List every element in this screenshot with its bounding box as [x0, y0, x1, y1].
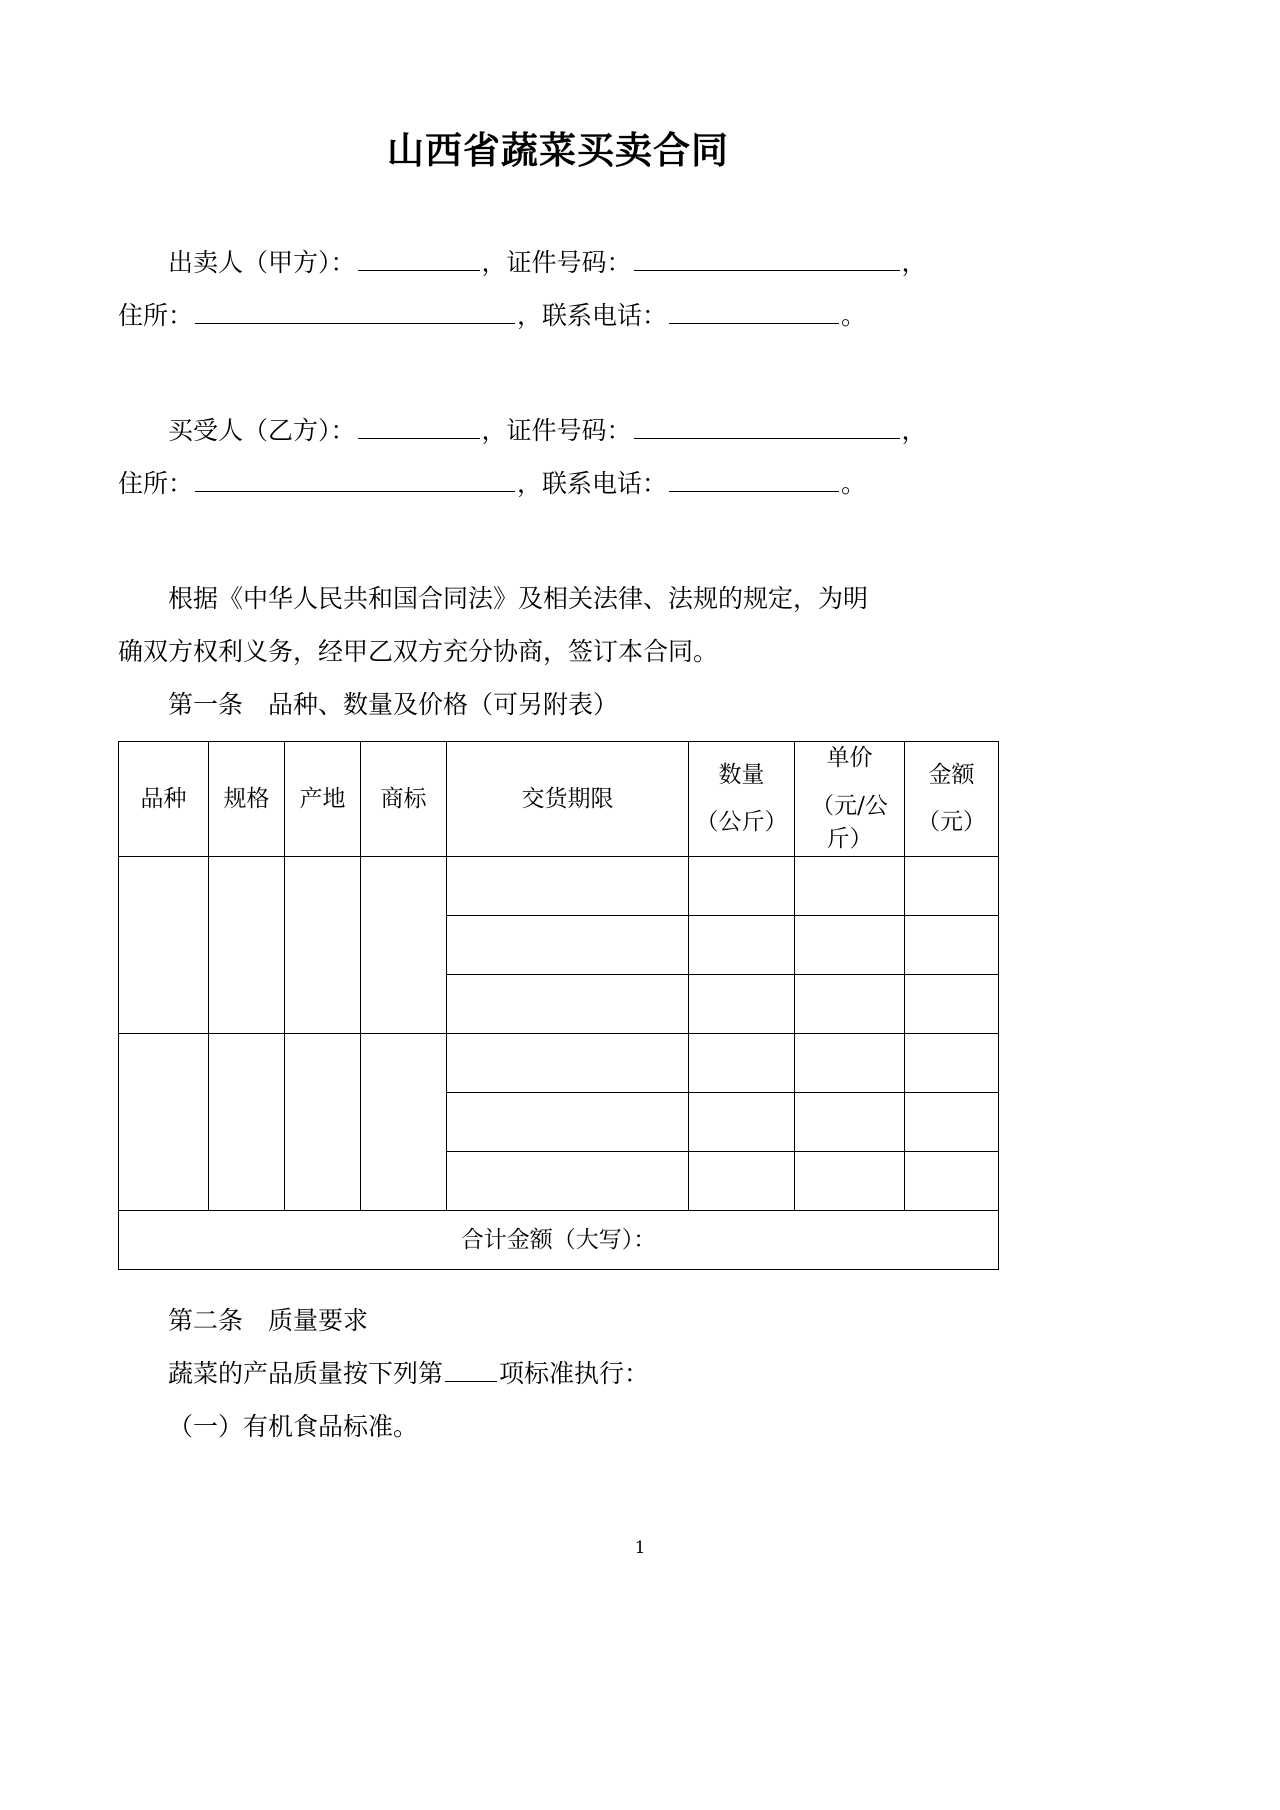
- header-origin: 产地: [285, 742, 361, 857]
- buyer-phone-input[interactable]: [669, 465, 839, 492]
- cell-quantity[interactable]: [689, 1034, 795, 1093]
- header-amount: [905, 742, 999, 857]
- cell-delivery-term[interactable]: [447, 1152, 689, 1211]
- cell-variety[interactable]: [119, 1034, 209, 1211]
- clause2-intro-after: 项标准执行：: [499, 1359, 650, 1389]
- header-trademark: 商标: [361, 742, 447, 857]
- seller-block: [118, 236, 998, 342]
- header-unit-price: [795, 742, 905, 857]
- buyer-name-input[interactable]: [358, 412, 480, 439]
- preamble-line-1: 根据《中华人民共和国合同法》及相关法律、法规的规定，为明: [168, 584, 869, 614]
- cell-quantity[interactable]: [689, 975, 795, 1034]
- buyer-address-label: 住所：: [118, 469, 194, 499]
- cell-variety[interactable]: [119, 857, 209, 1034]
- buyer-name-label: 买受人（乙方）：: [168, 416, 356, 446]
- seller-name-line: [118, 236, 998, 289]
- cell-quantity[interactable]: [689, 1093, 795, 1152]
- cell-amount[interactable]: [905, 916, 999, 975]
- seller-id-trailing: ，: [901, 248, 927, 278]
- seller-phone-label: ，联系电话：: [517, 301, 668, 331]
- clause2-item-1: （一）有机食品标准。: [168, 1412, 419, 1442]
- cell-unit-price[interactable]: [795, 1152, 905, 1211]
- seller-address-input[interactable]: [195, 297, 515, 324]
- buyer-name-line: [118, 404, 998, 457]
- table-header-row: [119, 742, 999, 857]
- spacer: [118, 1270, 998, 1294]
- buyer-phone-label: ，联系电话：: [517, 469, 668, 499]
- cell-unit-price[interactable]: [795, 916, 905, 975]
- header-variety: 品种: [119, 742, 209, 857]
- cell-delivery-term[interactable]: [447, 857, 689, 916]
- cell-amount[interactable]: [905, 1152, 999, 1211]
- buyer-id-trailing: ，: [901, 416, 927, 446]
- spacer: [118, 510, 998, 572]
- page-number: 1: [634, 1538, 646, 1558]
- preamble-line-2: 确双方权利义务，经甲乙双方充分协商，签订本合同。: [118, 637, 719, 667]
- buyer-address-line: [118, 457, 998, 510]
- table-row: [119, 857, 999, 916]
- cell-amount[interactable]: [905, 857, 999, 916]
- spacer: [118, 174, 998, 236]
- header-spec: 规格: [209, 742, 285, 857]
- seller-id-label: ，证件号码：: [481, 248, 632, 278]
- seller-name-input[interactable]: [358, 244, 480, 271]
- cell-unit-price[interactable]: [795, 857, 905, 916]
- cell-trademark[interactable]: [361, 857, 447, 1034]
- cell-unit-price[interactable]: [795, 1093, 905, 1152]
- header-unit-price-unit: （元/公斤）: [811, 792, 888, 852]
- seller-phone-trailing: 。: [841, 301, 867, 331]
- clause2-item-input[interactable]: [445, 1355, 497, 1382]
- page-title: 山西省蔬菜买卖合同: [387, 129, 729, 172]
- cell-delivery-term[interactable]: [447, 916, 689, 975]
- header-quantity-unit: （公斤）: [695, 809, 788, 836]
- preamble-block: [118, 572, 998, 678]
- cell-quantity[interactable]: [689, 857, 795, 916]
- cell-unit-price[interactable]: [795, 975, 905, 1034]
- cell-delivery-term[interactable]: [447, 975, 689, 1034]
- header-amount-unit: （元）: [917, 809, 986, 836]
- buyer-id-input[interactable]: [634, 412, 900, 439]
- clause2-intro-before: 蔬菜的产品质量按下列第: [168, 1359, 444, 1389]
- header-delivery-term: 交货期限: [447, 742, 689, 857]
- seller-id-input[interactable]: [634, 244, 900, 271]
- header-amount-title: 金额: [928, 761, 975, 788]
- buyer-address-input[interactable]: [195, 465, 515, 492]
- buyer-phone-trailing: 。: [841, 469, 867, 499]
- cell-spec[interactable]: [209, 1034, 285, 1211]
- total-amount-label[interactable]: 合计金额（大写）：: [119, 1211, 999, 1270]
- cell-spec[interactable]: [209, 857, 285, 1034]
- cell-delivery-term[interactable]: [447, 1093, 689, 1152]
- document-body: [118, 0, 998, 1453]
- clause2-intro: [118, 1347, 998, 1400]
- cell-quantity[interactable]: [689, 1152, 795, 1211]
- table-row: [119, 1034, 999, 1093]
- goods-table: [118, 741, 999, 1270]
- cell-delivery-term[interactable]: [447, 1034, 689, 1093]
- buyer-block: [118, 404, 998, 510]
- header-quantity: [689, 742, 795, 857]
- cell-amount[interactable]: [905, 1093, 999, 1152]
- header-quantity-title: 数量: [718, 761, 765, 788]
- cell-trademark[interactable]: [361, 1034, 447, 1211]
- clause2-heading: 第二条 质量要求: [168, 1306, 369, 1336]
- cell-amount[interactable]: [905, 1034, 999, 1093]
- header-unit-price-title: 单价: [826, 745, 873, 772]
- spacer: [118, 342, 998, 404]
- seller-phone-input[interactable]: [669, 297, 839, 324]
- cell-origin[interactable]: [285, 1034, 361, 1211]
- cell-origin[interactable]: [285, 857, 361, 1034]
- cell-unit-price[interactable]: [795, 1034, 905, 1093]
- seller-name-label: 出卖人（甲方）：: [168, 248, 356, 278]
- cell-amount[interactable]: [905, 975, 999, 1034]
- seller-address-line: [118, 289, 998, 342]
- seller-address-label: 住所：: [118, 301, 194, 331]
- clause1-heading: 第一条 品种、数量及价格（可另附表）: [168, 690, 619, 720]
- buyer-id-label: ，证件号码：: [481, 416, 632, 446]
- table-total-row: [119, 1211, 999, 1270]
- cell-quantity[interactable]: [689, 916, 795, 975]
